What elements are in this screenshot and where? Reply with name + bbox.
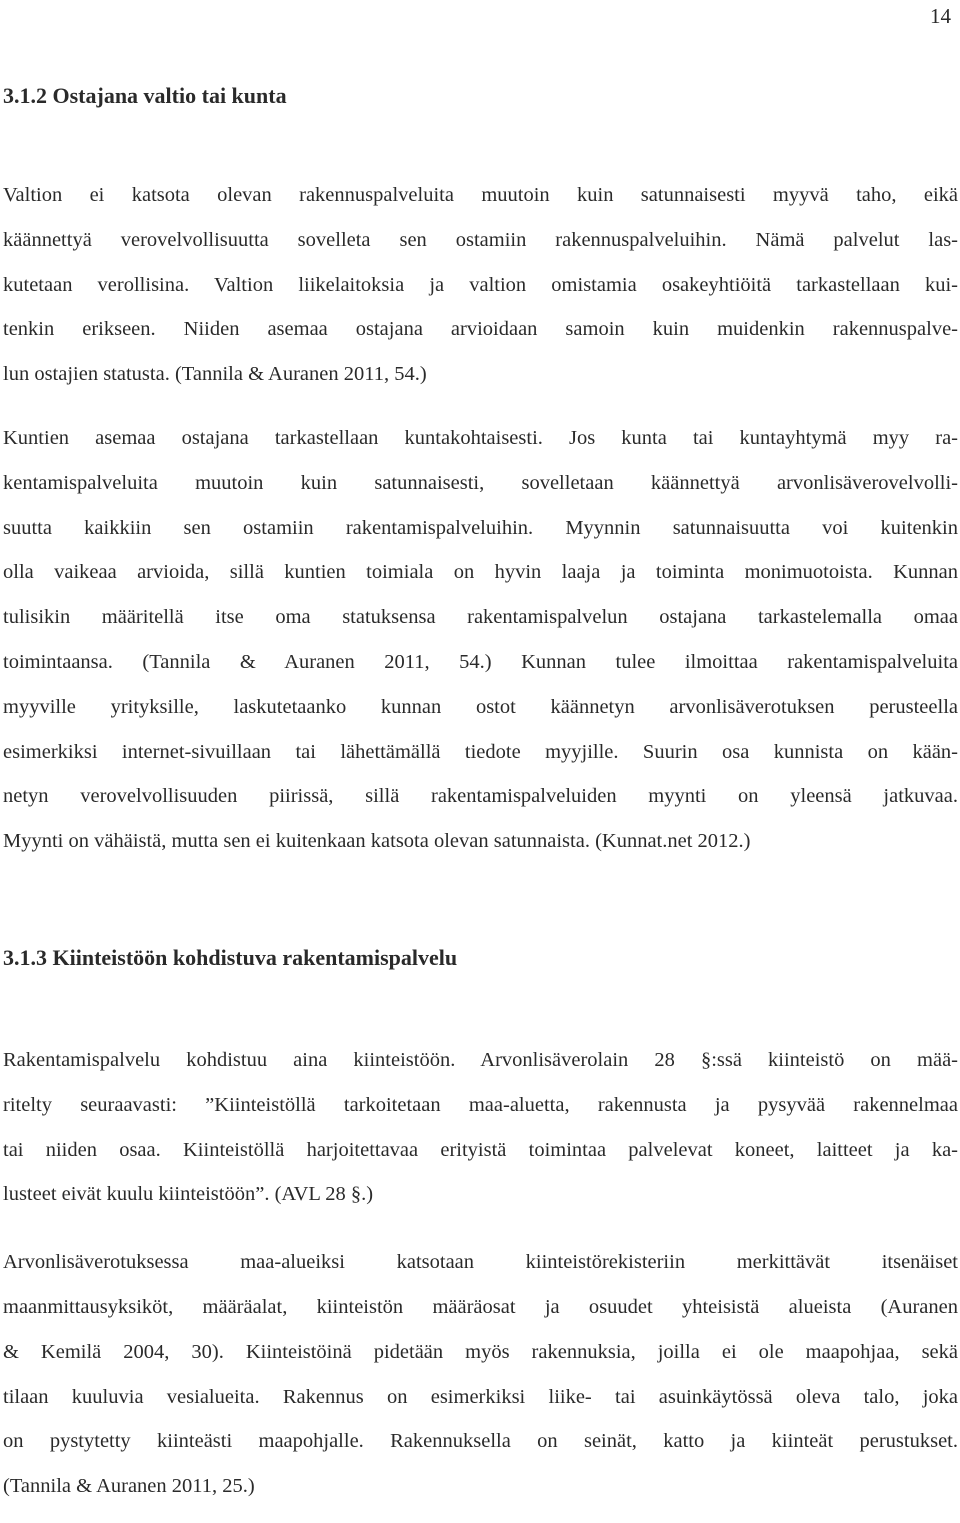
text-line: maanmittausyksiköt, määräalat, kiinteistön määräosat ja osuudet yhteisistä alueista (Auranen: [3, 1295, 958, 1318]
text-line: lusteet eivät kuulu kiinteistöön”. (AVL 28 §.): [3, 1183, 374, 1206]
paragraph-land-areas: [3, 1240, 958, 1509]
text-line: ritelty seuraavasti: ”Kiinteistöllä tarkoitetaan maa-aluetta, rakennusta ja pysyvää rakennelmaa: [3, 1093, 958, 1116]
text-line: Rakentamispalvelu kohdistuu aina kiinteistöön. Arvonlisäverolain 28 §:ssä kiinteistö on mää-: [3, 1048, 958, 1071]
text-line: käännettyä verovelvollisuutta sovelleta sen ostamiin rakennuspalveluihin. Nämä palvelut las-: [3, 228, 958, 251]
text-line: (Tannila & Auranen 2011, 25.): [3, 1475, 255, 1498]
text-line: Arvonlisäverotuksessa maa-alueiksi katsotaan kiinteistörekisteriin merkittävät itsenäiset: [3, 1251, 958, 1274]
text-line: on pystytetty kiinteästi maapohjalle. Rakennuksella on seinät, katto ja kiinteät perustukset.: [3, 1430, 958, 1453]
text-line: Valtion ei katsota olevan rakennuspalveluita muutoin kuin satunnaisesti myyvä taho, eikä: [3, 184, 958, 206]
text-line: toimintaansa. (Tannila & Auranen 2011, 54.) Kunnan tulee ilmoittaa rakentamispalveluita: [3, 650, 958, 673]
text-line: suutta kaikkiin sen ostamiin rakentamispalveluihin. Myynnin satunnaisuutta voi kuitenkin: [3, 516, 958, 539]
text-line: kentamispalveluita muutoin kuin satunnaisesti, sovelletaan käännettyä arvonlisäverovelvolli-: [3, 471, 958, 494]
text-line: tenkin erikseen. Niiden asemaa ostajana arvioidaan samoin kuin muidenkin rakennuspalve-: [3, 318, 958, 341]
section-heading-3-1-3: 3.1.3 Kiinteistöön kohdistuva rakentamispalvelu: [3, 944, 458, 970]
document-body: [3, 78, 958, 1509]
section-heading-3-1-2: 3.1.2 Ostajana valtio tai kunta: [3, 83, 287, 108]
page-number: 14: [930, 4, 951, 28]
text-line: tulisikin määritellä itse oma statuksensa rakentamispalvelun ostajana tarkastelemalla omaa: [3, 606, 958, 629]
text-line: myyville yrityksille, laskutetaanko kunnan ostot käännetyn arvonlisäverotuksen perusteella: [3, 695, 958, 718]
text-line: tai niiden osaa. Kiinteistöllä harjoitettavaa erityistä toimintaa palvelevat koneet, laitteet ja ka-: [3, 1138, 958, 1161]
text-line: esimerkiksi internet-sivuillaan tai lähettämällä tiedote myyjille. Suurin osa kunnista on kään-: [3, 740, 958, 763]
text-line: olla vaikeaa arvioida, sillä kuntien toimiala on hyvin laaja ja toiminta monimuotoista. Kunnan: [3, 561, 958, 584]
paragraph-property-definition: [3, 1038, 958, 1217]
text-line: netyn verovelvollisuuden piirissä, sillä rakentamispalveluiden myynti on yleensä jatkuvaa.: [3, 785, 958, 808]
text-line: Kuntien asemaa ostajana tarkastellaan kuntakohtaisesti. Jos kunta tai kuntayhtymä myy ra-: [3, 426, 958, 449]
text-line: lun ostajien statusta. (Tannila & Auranen 2011, 54.): [3, 363, 427, 386]
text-line: Myynti on vähäistä, mutta sen ei kuitenkaan katsota olevan satunnaista. (Kunnat.net 2012.): [3, 830, 751, 853]
text-line: kutetaan verollisina. Valtion liikelaitoksia ja valtion omistamia osakeyhtiöitä tarkastellaan kui-: [3, 273, 958, 296]
text-line: & Kemilä 2004, 30). Kiinteistöinä pidetään myös rakennuksia, joilla ei ole maapohjaa, sekä: [3, 1340, 958, 1363]
paragraph-state-buyer: [3, 173, 958, 397]
paragraph-municipality-buyer: [3, 416, 958, 864]
text-line: tilaan kuuluvia vesialueita. Rakennus on esimerkiksi liike- tai asuinkäytössä oleva talo, joka: [3, 1385, 958, 1408]
